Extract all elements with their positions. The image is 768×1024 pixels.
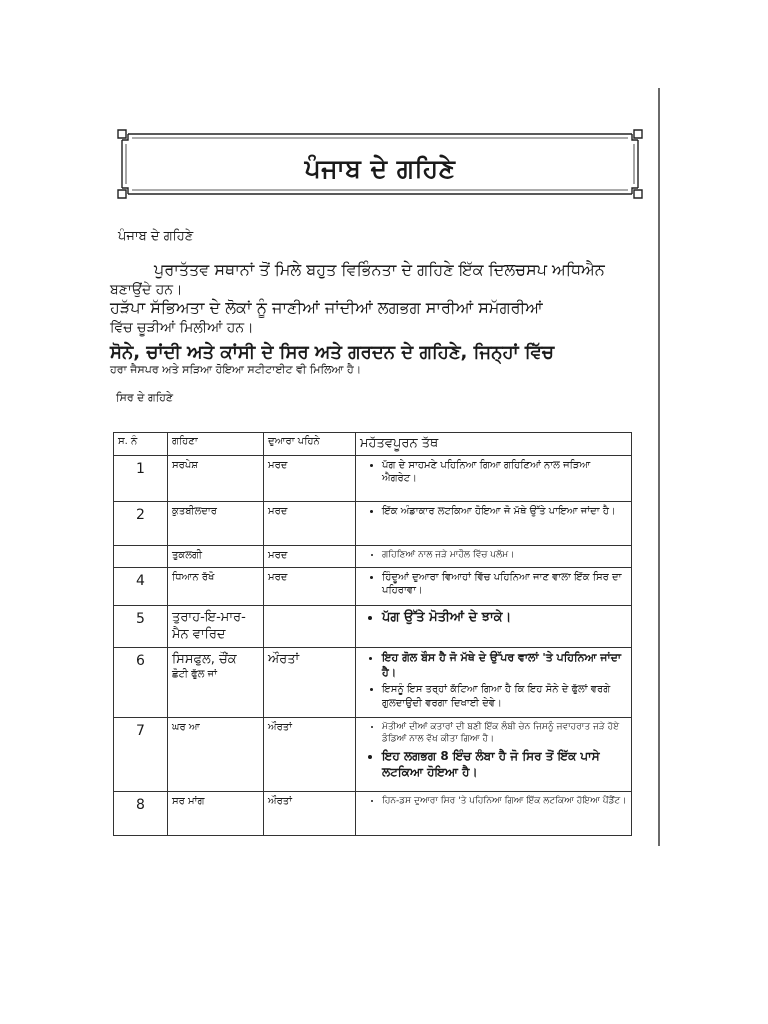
facts-cell <box>356 647 632 717</box>
row-number: 4 <box>114 567 168 605</box>
facts-cell <box>356 791 632 835</box>
fact-item: • ਹਿੰਦੂਆਂ ਦੁਆਰਾ ਵਿਆਹਾਂ ਵਿੱਚ ਪਹਿਨਿਆ ਜਾਣ ਵਾਲਾ ਇੱਕ ਸਿਰ ਦਾ ਪਹਿਰਾਵਾ। <box>382 571 627 598</box>
worn-by: ਮਰਦ <box>264 455 356 501</box>
ornament-name: ਧਿਆਨ ਰੱਖੋ <box>168 567 264 605</box>
table-row <box>114 647 632 717</box>
facts-cell <box>356 501 632 545</box>
ornament-name: ਤੁਕਲਗੀ <box>168 545 264 567</box>
worn-by: ਔਰਤਾਂ <box>264 717 356 791</box>
worn-by: ਮਰਦ <box>264 545 356 567</box>
fact-item: • ਹਿਨ-ਡਸ ਦੁਆਰਾ ਸਿਰ 'ਤੇ ਪਹਿਨਿਆ ਗਿਆ ਇੱਕ ਲਟਕਿਆ ਹੋਇਆ ਪੈਂਡੈਂਟ। <box>382 795 627 807</box>
intro-paragraph-1-line-2: ਬਣਾਉਂਦੇ ਹਨ। <box>110 282 183 298</box>
intro-paragraph-1-line-1: ਪੁਰਾਤੱਤਵ ਸਥਾਨਾਂ ਤੋਂ ਮਿਲੇ ਬਹੁਤ ਵਿਭਿੰਨਤਾ ਦੇ ਗਹਿਣੇ ਇੱਕ ਦਿਲਚਸਪ ਅਧਿਐਨ <box>154 260 605 279</box>
table-row <box>114 545 632 567</box>
intro-paragraph-3-line-1: ਸੋਨੇ, ਚਾਂਦੀ ਅਤੇ ਕਾਂਸੀ ਦੇ ਸਿਰ ਅਤੇ ਗਰਦਨ ਦੇ ਗਹਿਣੇ, ਜਿਨ੍ਹਾਂ ਵਿੱਚ <box>110 342 555 363</box>
header-worn-by: ਦੁਆਰਾ ਪਹਿਨੇ <box>264 433 356 456</box>
fact-item: • ਇਹ ਲਗਭਗ 8 ਇੰਚ ਲੰਬਾ ਹੈ ਜੋ ਸਿਰ ਤੋਂ ਇੱਕ ਪਾਸੇ ਲਟਕਿਆ ਹੋਇਆ ਹੈ। <box>382 748 627 780</box>
row-number: 6 <box>114 647 168 717</box>
row-number: 5 <box>114 605 168 647</box>
ornament-name-cell <box>168 647 264 717</box>
fact-item: • ਇਹ ਗੋਲ ਬੌਸ ਹੈ ਜੋ ਮੱਥੇ ਦੇ ਉੱਪਰ ਵਾਲਾਂ 'ਤੇ ਪਹਿਨਿਆ ਜਾਂਦਾ ਹੈ। <box>382 651 627 681</box>
section-label: ਸਿਰ ਦੇ ਗਹਿਣੇ <box>116 391 174 404</box>
fact-item: • ਪੱਗ ਉੱਤੇ ਮੋਤੀਆਂ ਦੇ ਝਾਕੇ। <box>382 609 627 627</box>
worn-by: ਮਰਦ <box>264 501 356 545</box>
worn-by <box>264 605 356 647</box>
worn-by: ਔਰਤਾਂ <box>264 647 356 717</box>
header-important-facts: ਮਹੱਤਵਪੂਰਨ ਤੱਥ <box>356 433 632 456</box>
row-number <box>114 545 168 567</box>
facts-cell <box>356 605 632 647</box>
facts-cell <box>356 545 632 567</box>
row-number: 2 <box>114 501 168 545</box>
fact-item: • ਪੱਗ ਦੇ ਸਾਹਮਣੇ ਪਹਿਨਿਆ ਗਿਆ ਗਹਿਣਿਆਂ ਨਾਲ ਜੜਿਆ ਐਗਰੇਟ। <box>382 459 627 486</box>
worn-by: ਔਰਤਾਂ <box>264 791 356 835</box>
table-header-row <box>114 433 632 456</box>
ornament-name: ਤੁਰਾਹ-ਇ-ਮਾਰ- ਮੈਨ ਵਾਰਿਦ <box>168 605 264 647</box>
ornament-name: ਸਰਪੇਸ਼ <box>168 455 264 501</box>
table-row <box>114 567 632 605</box>
jewellery-table <box>113 432 632 836</box>
page-title: ਪੰਜਾਬ ਦੇ ਗਹਿਣੇ <box>304 154 456 183</box>
sub-heading: ਪੰਜਾਬ ਦੇ ਗਹਿਣੇ <box>118 229 194 244</box>
worn-by: ਮਰਦ <box>264 567 356 605</box>
row-number: 7 <box>114 717 168 791</box>
fact-item: • ਗਹਿਣਿਆਂ ਨਾਲ ਜੜੇ ਮਾਹੌਲ ਵਿੱਚ ਪਲੱਮ। <box>382 549 627 561</box>
intro-paragraph-2-line-2: ਵਿੱਚ ਚੂੜੀਆਂ ਮਿਲੀਆਂ ਹਨ। <box>110 320 254 336</box>
ornament-name: ਸਰ ਮਾਂਗ <box>168 791 264 835</box>
intro-paragraph-3-line-2: ਹਰਾ ਜੈਸਪਰ ਅਤੇ ਸੜਿਆ ਹੋਇਆ ਸਟੀਟਾਈਟ ਵੀ ਮਿਲਿਆ ਹੈ। <box>110 363 362 376</box>
page-edge-line <box>658 88 660 846</box>
title-frame <box>114 126 646 202</box>
table-row <box>114 455 632 501</box>
ornament-name-extra: ਛੋਟੀ ਫੁੱਲ ਜਾਂ <box>172 669 217 681</box>
header-serial-no: ਸ. ਨੰ <box>114 433 168 456</box>
table-row <box>114 501 632 545</box>
facts-cell <box>356 717 632 791</box>
ornament-name: ਘਰ ਆ <box>168 717 264 791</box>
facts-cell <box>356 455 632 501</box>
fact-item: • ਮੋਤੀਆਂ ਦੀਆਂ ਕਤਾਰਾਂ ਦੀ ਬਣੀ ਇੱਕ ਲੰਬੀ ਚੇਨ ਜਿਸਨੂੰ ਜਵਾਹਰਾਤ ਜੜੇ ਹੋਏ ਡੰਡਿਆਂ ਨਾਲ ਵੱਖ ਕੀਤਾ ਗਿਆ ਹੈ। <box>382 721 627 745</box>
table-row <box>114 791 632 835</box>
ornament-name: ਕੁਤਬੀਲਦਾਰ <box>168 501 264 545</box>
ornament-name: ਸਿਸਫੁਲ, ਚੌਂਕ <box>172 651 237 667</box>
intro-paragraph-2-line-1: ਹੜੱਪਾ ਸੱਭਿਅਤਾ ਦੇ ਲੋਕਾਂ ਨੂੰ ਜਾਣੀਆਂ ਜਾਂਦੀਆਂ ਲਗਭਗ ਸਾਰੀਆਂ ਸਮੱਗਰੀਆਂ <box>110 298 543 317</box>
row-number: 1 <box>114 455 168 501</box>
facts-cell <box>356 567 632 605</box>
row-number: 8 <box>114 791 168 835</box>
header-ornament: ਗਹਿਣਾ <box>168 433 264 456</box>
fact-item: • ਇਸਨੂੰ ਇਸ ਤਰ੍ਹਾਂ ਕੱਟਿਆ ਗਿਆ ਹੈ ਕਿ ਇਹ ਸੋਨੇ ਦੇ ਫੁੱਲਾਂ ਵਰਗੇ ਗੁਲਦਾਉਦੀ ਵਰਗਾ ਦਿਖਾਈ ਦੇਵੇ। <box>382 683 627 710</box>
table-row <box>114 605 632 647</box>
fact-item: • ਇੱਕ ਅੰਡਾਕਾਰ ਲਟਕਿਆ ਹੋਇਆ ਜੋ ਮੱਥੇ ਉੱਤੇ ਪਾਇਆ ਜਾਂਦਾ ਹੈ। <box>382 505 627 519</box>
table-row <box>114 717 632 791</box>
